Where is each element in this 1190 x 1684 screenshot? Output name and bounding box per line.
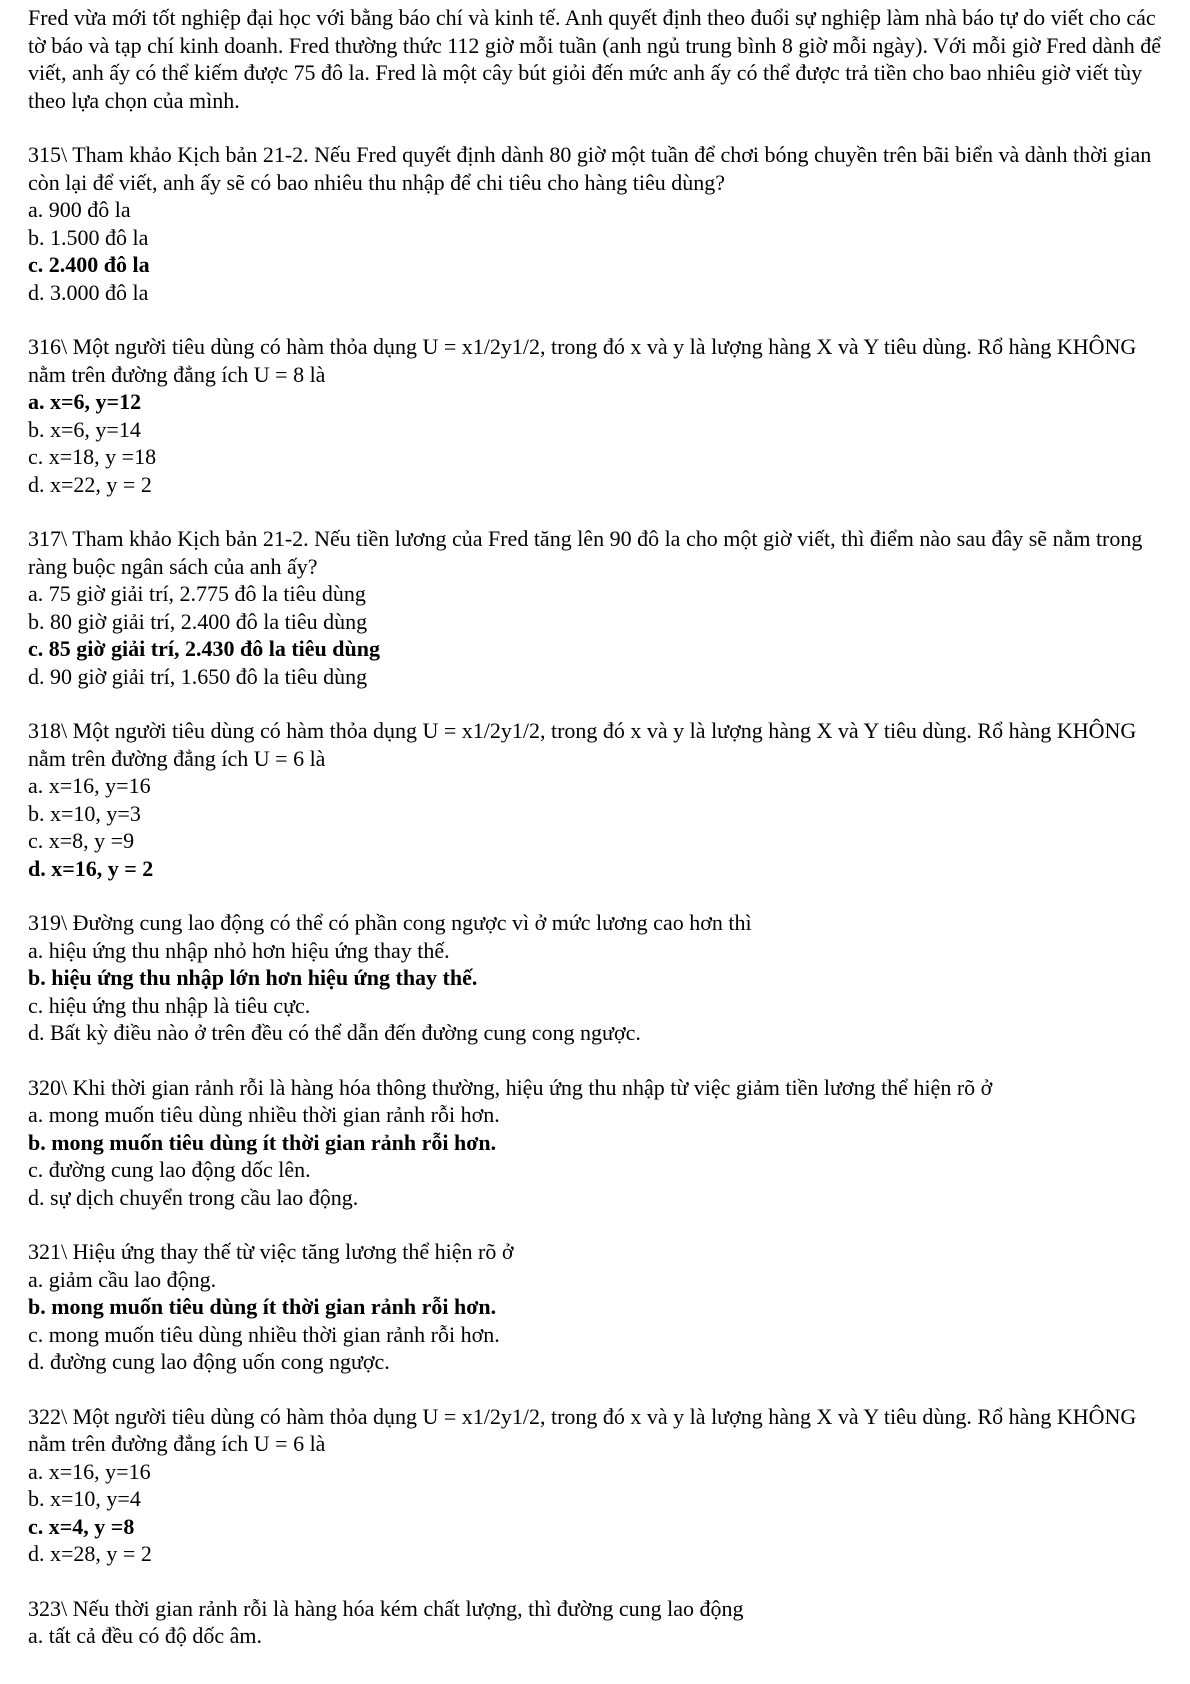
answer-option-correct: d. x=16, y = 2 xyxy=(28,855,154,881)
answer-option: d. 90 giờ giải trí, 1.650 đô la tiêu dùng xyxy=(28,663,368,689)
answer-option-correct: b. mong muốn tiêu dùng ít thời gian rảnh rỗi hơn. xyxy=(28,1294,497,1319)
answer-option-correct: c. x=4, y =8 xyxy=(28,1513,135,1539)
answer-option: a. tất cả đều có độ dốc âm. xyxy=(28,1623,262,1648)
answer-options xyxy=(28,196,1168,306)
answer-option-correct: c. 2.400 đô la xyxy=(28,252,150,277)
answer-option: d. sự dịch chuyển trong cầu lao động. xyxy=(28,1184,359,1210)
question-stem: 315\ Tham khảo Kịch bản 21-2. Nếu Fred quyết định dành 80 giờ một tuần để chơi bóng chuyền trên bãi biển và dành thời gian còn lại để viết, anh ấy sẽ có bao nhiêu thu nhập để chi tiêu cho hàng tiêu dùng? xyxy=(28,142,1152,195)
question-block xyxy=(28,333,1168,498)
answer-option: c. mong muốn tiêu dùng nhiều thời gian rảnh rỗi hơn. xyxy=(28,1321,500,1347)
answer-options xyxy=(28,580,1168,690)
question-stem: 323\ Nếu thời gian rảnh rỗi là hàng hóa kém chất lượng, thì đường cung lao động xyxy=(28,1595,744,1621)
answer-option: d. x=28, y = 2 xyxy=(28,1541,152,1566)
answer-options xyxy=(28,388,1168,498)
scenario-intro: Fred vừa mới tốt nghiệp đại học với bằng báo chí và kinh tế. Anh quyết định theo đuổi sự nghiệp làm nhà báo tự do viết cho các tờ báo và tạp chí kinh doanh. Fred thường thức 112 giờ mỗi tuần (anh ngủ trung bình 8 giờ mỗi ngày). Với mỗi giờ Fred dành để viết, anh ấy có thể kiếm được 75 đô la. Fred là một cây bút giỏi đến mức anh ấy có thể được trả tiền cho bao nhiêu giờ viết tùy theo lựa chọn của mình. xyxy=(28,5,1161,113)
answer-option: d. đường cung lao động uốn cong ngược. xyxy=(28,1349,390,1374)
answer-option: a. 75 giờ giải trí, 2.775 đô la tiêu dùng xyxy=(28,581,366,606)
answer-option: a. mong muốn tiêu dùng nhiều thời gian rảnh rỗi hơn. xyxy=(28,1102,500,1127)
answer-option: c. x=8, y =9 xyxy=(28,828,135,853)
document xyxy=(28,4,1168,1650)
answer-option: b. 1.500 đô la xyxy=(28,224,149,250)
answer-options xyxy=(28,1266,1168,1376)
answer-option: a. x=16, y=16 xyxy=(28,773,151,798)
answer-option-correct: a. x=6, y=12 xyxy=(28,389,142,414)
answer-options xyxy=(28,937,1168,1047)
question-stem: 321\ Hiệu ứng thay thế từ việc tăng lương thể hiện rõ ở xyxy=(28,1239,514,1264)
answer-option: b. 80 giờ giải trí, 2.400 đô la tiêu dùng xyxy=(28,608,368,634)
question-stem: 318\ Một người tiêu dùng có hàm thỏa dụng U = x1/2y1/2, trong đó x và y là lượng hàng X và Y tiêu dùng. Rổ hàng KHÔNG nằm trên đường đẳng ích U = 6 là xyxy=(28,718,1137,771)
answer-option: d. 3.000 đô la xyxy=(28,279,149,305)
answer-options xyxy=(28,1101,1168,1211)
answer-option: c. x=18, y =18 xyxy=(28,444,157,469)
question-block xyxy=(28,525,1168,690)
answer-option-correct: c. 85 giờ giải trí, 2.430 đô la tiêu dùng xyxy=(28,636,380,661)
question-list xyxy=(28,141,1168,1650)
answer-option: a. x=16, y=16 xyxy=(28,1458,151,1484)
question-block xyxy=(28,141,1168,306)
answer-option: b. x=6, y=14 xyxy=(28,416,141,442)
answer-option: c. hiệu ứng thu nhập là tiêu cực. xyxy=(28,992,311,1018)
question-block xyxy=(28,909,1168,1047)
question-block xyxy=(28,1074,1168,1212)
answer-options xyxy=(28,772,1168,882)
question-block xyxy=(28,1403,1168,1568)
question-stem: 320\ Khi thời gian rảnh rỗi là hàng hóa thông thường, hiệu ứng thu nhập từ việc giảm tiền lương thể hiện rõ ở xyxy=(28,1074,993,1100)
question-stem: 319\ Đường cung lao động có thể có phần cong ngược vì ở mức lương cao hơn thì xyxy=(28,910,752,935)
question-stem: 316\ Một người tiêu dùng có hàm thỏa dụng U = x1/2y1/2, trong đó x và y là lượng hàng X và Y tiêu dùng. Rổ hàng KHÔNG nằm trên đường đẳng ích U = 8 là xyxy=(28,334,1137,387)
answer-option-correct: b. mong muốn tiêu dùng ít thời gian rảnh rỗi hơn. xyxy=(28,1129,497,1155)
answer-option: b. x=10, y=3 xyxy=(28,800,141,826)
answer-option: a. 900 đô la xyxy=(28,197,131,222)
answer-options xyxy=(28,1622,1168,1650)
question-block xyxy=(28,1595,1168,1650)
question-stem: 322\ Một người tiêu dùng có hàm thỏa dụng U = x1/2y1/2, trong đó x và y là lượng hàng X và Y tiêu dùng. Rổ hàng KHÔNG nằm trên đường đẳng ích U = 6 là xyxy=(28,1403,1137,1456)
question-block xyxy=(28,1238,1168,1376)
answer-option: d. Bất kỳ điều nào ở trên đều có thể dẫn đến đường cung cong ngược. xyxy=(28,1020,641,1045)
answer-option: d. x=22, y = 2 xyxy=(28,471,152,497)
answer-option-correct: b. hiệu ứng thu nhập lớn hơn hiệu ứng thay thế. xyxy=(28,965,478,990)
answer-option: a. hiệu ứng thu nhập nhỏ hơn hiệu ứng thay thế. xyxy=(28,937,450,963)
answer-option: c. đường cung lao động dốc lên. xyxy=(28,1157,311,1182)
question-stem: 317\ Tham khảo Kịch bản 21-2. Nếu tiền lương của Fred tăng lên 90 đô la cho một giờ viết, thì điểm nào sau đây sẽ nằm trong ràng buộc ngân sách của anh ấy? xyxy=(28,526,1143,579)
answer-options xyxy=(28,1458,1168,1568)
question-block xyxy=(28,717,1168,882)
answer-option: b. x=10, y=4 xyxy=(28,1486,141,1511)
answer-option: a. giảm cầu lao động. xyxy=(28,1266,217,1292)
